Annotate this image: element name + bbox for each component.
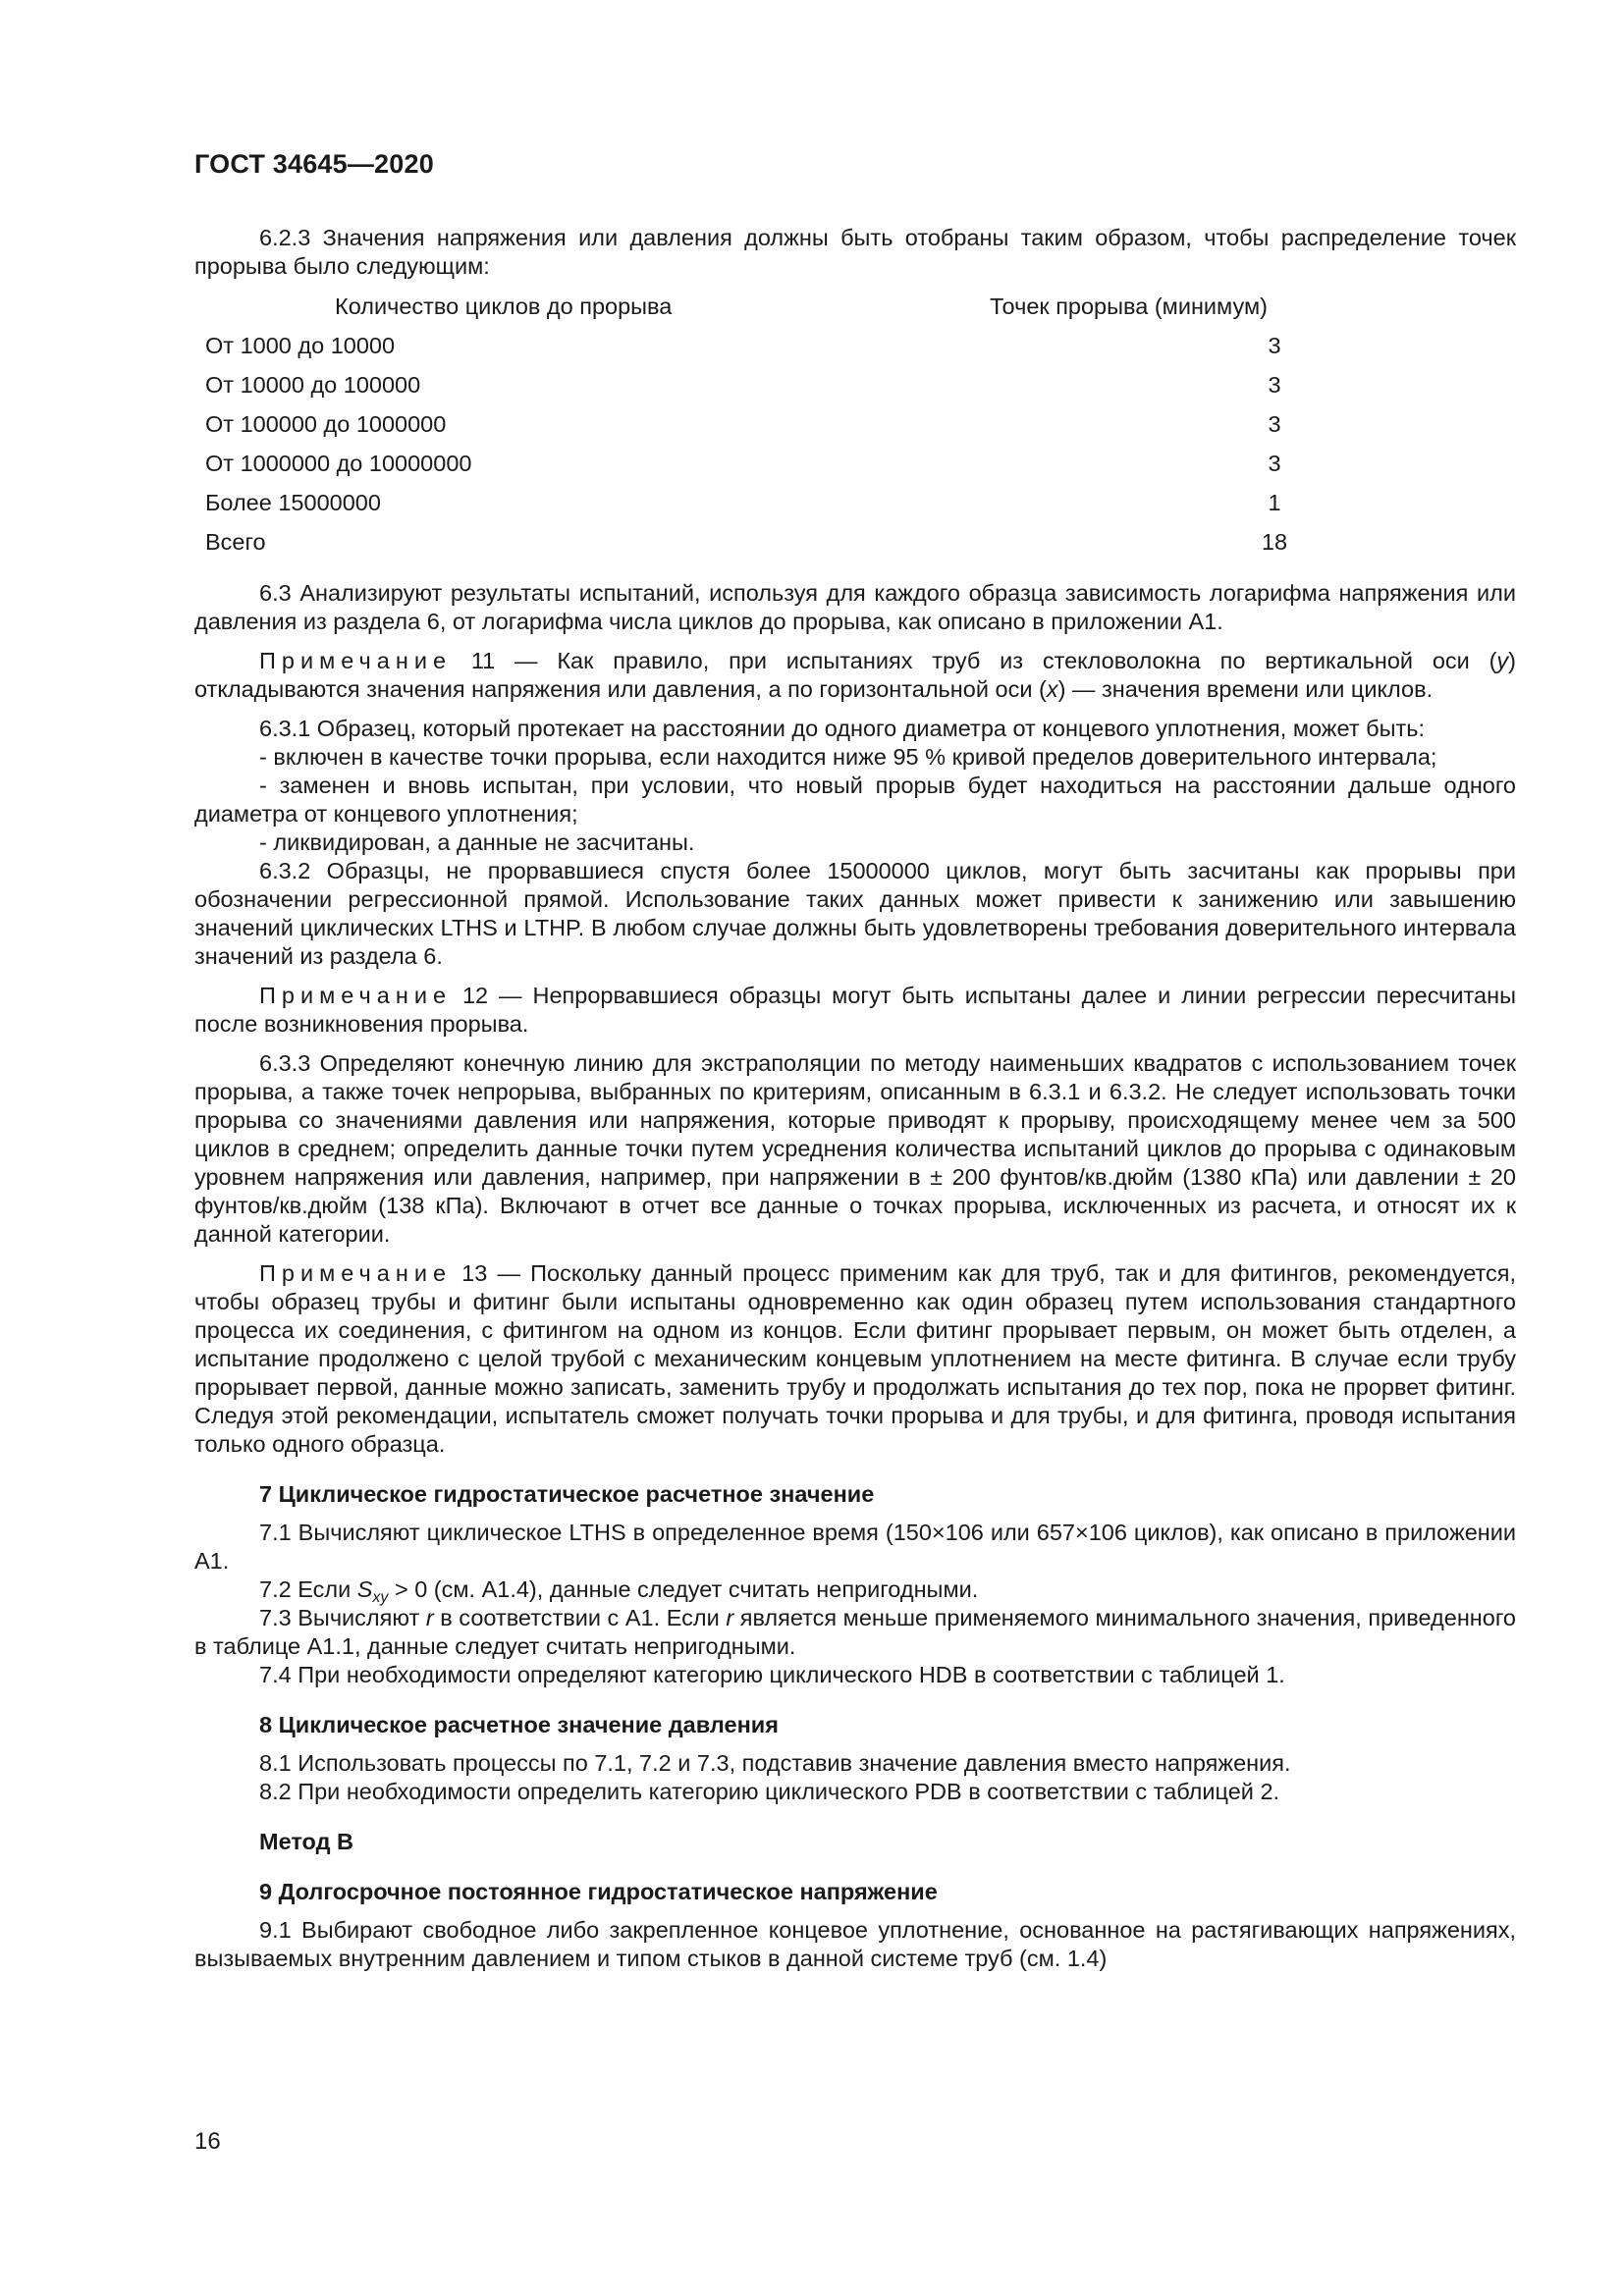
- page-content: [194, 224, 1516, 1973]
- paragraph-8-2: 8.2 При необходимости определить категорию циклического PDB в соответствии с таблицей 2.: [259, 1779, 1280, 1804]
- paragraph-6-3-3: 6.3.3 Определяют конечную линию для экстраполяции по методу наименьших квадратов с использованием точек прорыва, а также точек непрорыва, выбранных по критериям, описанным в 6.3.1 и 6.3.2. Не следует использовать точки прорыва со значениями давления или напряжения, которые приводят к прорыву, происходящему менее чем за 500 циклов в среднем; определить данные точки путем усреднения количества испытаний циклов до прорыва с одинаковым уровнем напряжения или давления, например, при напряжении в ± 200 фунтов/кв.дюйм (1380 кПа) или давлении ± 20 фунтов/кв.дюйм (138 кПа). Включают в отчет все данные о точках прорыва, исключенных из расчета, и относят их к данной категории.: [194, 1050, 1516, 1247]
- note-label: Примечание: [259, 983, 453, 1008]
- table-cell-label: От 10000 до 100000: [205, 372, 421, 398]
- table-cell-label: Более 15000000: [205, 490, 381, 515]
- table-cell-value: 3: [1268, 333, 1281, 358]
- paragraph-7-4: 7.4 При необходимости определяют категорию циклического HDB в соответствии с таблицей 1.: [259, 1662, 1285, 1687]
- table-cell-value: 1: [1268, 490, 1281, 515]
- table-cell-label: От 1000000 до 10000000: [205, 451, 472, 476]
- section-8-heading: 8 Циклическое расчетное значение давления: [259, 1712, 779, 1737]
- section-9-heading: 9 Долгосрочное постоянное гидростатическое напряжение: [259, 1879, 938, 1904]
- list-item: - включен в качестве точки прорыва, если находится ниже 95 % кривой пределов доверительного интервала;: [259, 744, 1437, 770]
- paragraph-6-2-3: 6.2.3 Значения напряжения или давления должны быть отобраны таким образом, чтобы распределение точек прорыва было следующим:: [194, 225, 1516, 279]
- table-cell-value: 3: [1268, 372, 1281, 398]
- note-11: Примечание 11 — Как правило, при испытаниях труб из стекловолокна по вертикальной оси (у) откладываются значения напряжения или давления, а по горизонтальной оси (х) — значения времени или циклов.: [194, 648, 1516, 702]
- paragraph-7-3: 7.3 Вычисляют r в соответствии с А1. Если r является меньше применяемого минимального значения, приведенного в таблице А1.1, данные следует считать непригодными.: [194, 1605, 1516, 1659]
- table-row: [194, 489, 1516, 528]
- table-cell-value: 3: [1268, 411, 1281, 437]
- table-row: [194, 410, 1516, 450]
- list-item: - ликвидирован, а данные не засчитаны.: [259, 829, 695, 855]
- table-header-points: Точек прорыва (минимум): [990, 294, 1268, 319]
- table-cell-label: Всего: [205, 529, 266, 555]
- document-header: ГОСТ 34645—2020: [194, 149, 434, 179]
- paragraph-6-3-1: 6.3.1 Образец, который протекает на расстоянии до одного диаметра от концевого уплотнения, может быть:: [259, 716, 1425, 741]
- table-row: [194, 332, 1516, 371]
- table-cell-value: 3: [1268, 451, 1281, 476]
- note-13: Примечание 13 — Поскольку данный процесс применим как для труб, так и для фитингов, рекомендуется, чтобы образец трубы и фитинг были испытаны одновременно как один образец путем использования стандартного процесса их соединения, с фитингом на одном из концов. Если фитинг прорывает первым, он может быть отделен, а испытание продолжено с целой трубой с механическим концевым уплотнением на месте фитинга. В случае если трубу прорывает первой, данные можно записать, заменить трубу и продолжать испытания до тех пор, пока не прорвет фитинг. Следуя этой рекомендации, испытатель сможет получать точки прорыва и для трубы, и для фитинга, проводя испытания только одного образца.: [194, 1260, 1516, 1457]
- paragraph-6-3: 6.3 Анализируют результаты испытаний, используя для каждого образца зависимость логарифма напряжения или давления из раздела 6, от логарифма числа циклов до прорыва, как описано в приложении А1.: [194, 580, 1516, 634]
- page-number: 16: [194, 2128, 221, 2155]
- paragraph-9-1: 9.1 Выбирают свободное либо закрепленное концевое уплотнение, основанное на растягивающих напряжениях, вызываемых внутренним давлением и типом стыков в данной системе труб (см. 1.4): [194, 1917, 1516, 1971]
- list-item: - заменен и вновь испытан, при условии, что новый прорыв будет находиться на расстоянии дальше одного диаметра от концевого уплотнения;: [194, 773, 1516, 827]
- paragraph-8-1: 8.1 Использовать процессы по 7.1, 7.2 и 7.3, подставив значение давления вместо напряжения.: [259, 1750, 1291, 1776]
- table-row: [194, 450, 1516, 489]
- table-row: [194, 528, 1516, 567]
- table-cell-label: От 1000 до 10000: [205, 333, 396, 358]
- table-header: [194, 293, 1516, 332]
- paragraph-7-2: 7.2 Если $S_{xy} > 0$ (см. А1.4), данные следует считать непригодными.: [259, 1576, 979, 1606]
- note-label: Примечание: [259, 648, 453, 673]
- section-7-heading: 7 Циклическое гидростатическое расчетное значение: [259, 1481, 875, 1507]
- table-row: [194, 371, 1516, 410]
- paragraph-7-1: 7.1 Вычисляют циклическое LTHS в определенное время (150×106 или 657×106 циклов), как описано в приложении А1.: [194, 1520, 1516, 1574]
- note-12: Примечание 12 — Непрорвавшиеся образцы могут быть испытаны далее и линии регрессии пересчитаны после возникновения прорыва.: [194, 983, 1516, 1037]
- method-b-heading: Метод В: [259, 1829, 353, 1854]
- paragraph-6-3-2: 6.3.2 Образцы, не прорвавшиеся спустя более 15000000 циклов, могут быть засчитаны как прорывы при обозначении регрессионной прямой. Использование таких данных может привести к занижению или завышению значений циклических LTHS и LTHP. В любом случае должны быть удовлетворены требования доверительного интервала значений из раздела 6.: [194, 858, 1516, 969]
- table-cell-label: От 100000 до 1000000: [205, 411, 447, 437]
- note-label: Примечание: [259, 1260, 453, 1286]
- breakthrough-table: [194, 293, 1516, 567]
- table-cell-value: 18: [1261, 529, 1288, 555]
- table-header-cycles: Количество циклов до прорыва: [335, 294, 673, 319]
